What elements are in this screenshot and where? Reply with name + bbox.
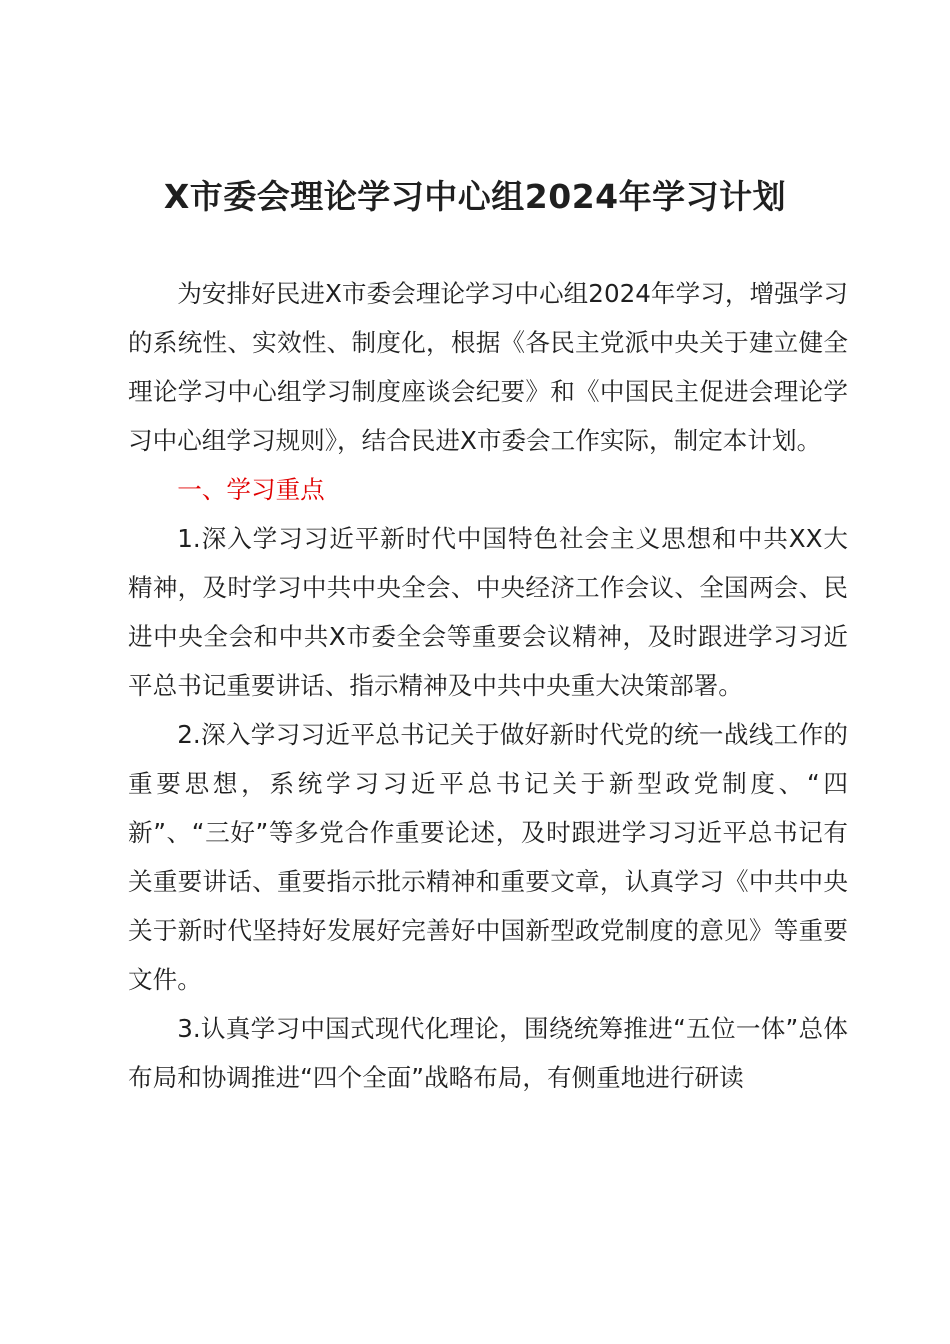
document-body xyxy=(128,269,848,1102)
section-heading-study-focus: 一、学习重点 xyxy=(177,475,325,504)
page-title: X市委会理论学习中心组2024年学习计划 xyxy=(163,177,787,216)
list-item-1: 1.深入学习习近平新时代中国特色社会主义思想和中共XX大精神，及时学习中共中央全会、中央经济工作会议、全国两会、民进中央全会和中共X市委全会等重要会议精神，及时跟进学习习近平总书记重要讲话、指示精神及中共中央重大决策部署。 xyxy=(128,524,848,700)
list-item-2: 2.深入学习习近平总书记关于做好新时代党的统一战线工作的重要思想，系统学习习近平总书记关于新型政党制度、“四新”、“三好”等多党合作重要论述，及时跟进学习习近平总书记有关重要讲话、重要指示批示精神和重要文章，认真学习《中共中央关于新时代坚持好发展好完善好中国新型政党制度的意见》等重要文件。 xyxy=(128,720,848,994)
intro-paragraph: 为安排好民进X市委会理论学习中心组2024年学习，增强学习的系统性、实效性、制度化，根据《各民主党派中央关于建立健全理论学习中心组学习制度座谈会纪要》和《中国民主促进会理论学习中心组学习规则》，结合民进X市委会工作实际，制定本计划。 xyxy=(128,279,848,455)
list-item-3: 3.认真学习中国式现代化理论，围绕统筹推进“五位一体”总体布局和协调推进“四个全面”战略布局，有侧重地进行研读 xyxy=(128,1014,848,1092)
